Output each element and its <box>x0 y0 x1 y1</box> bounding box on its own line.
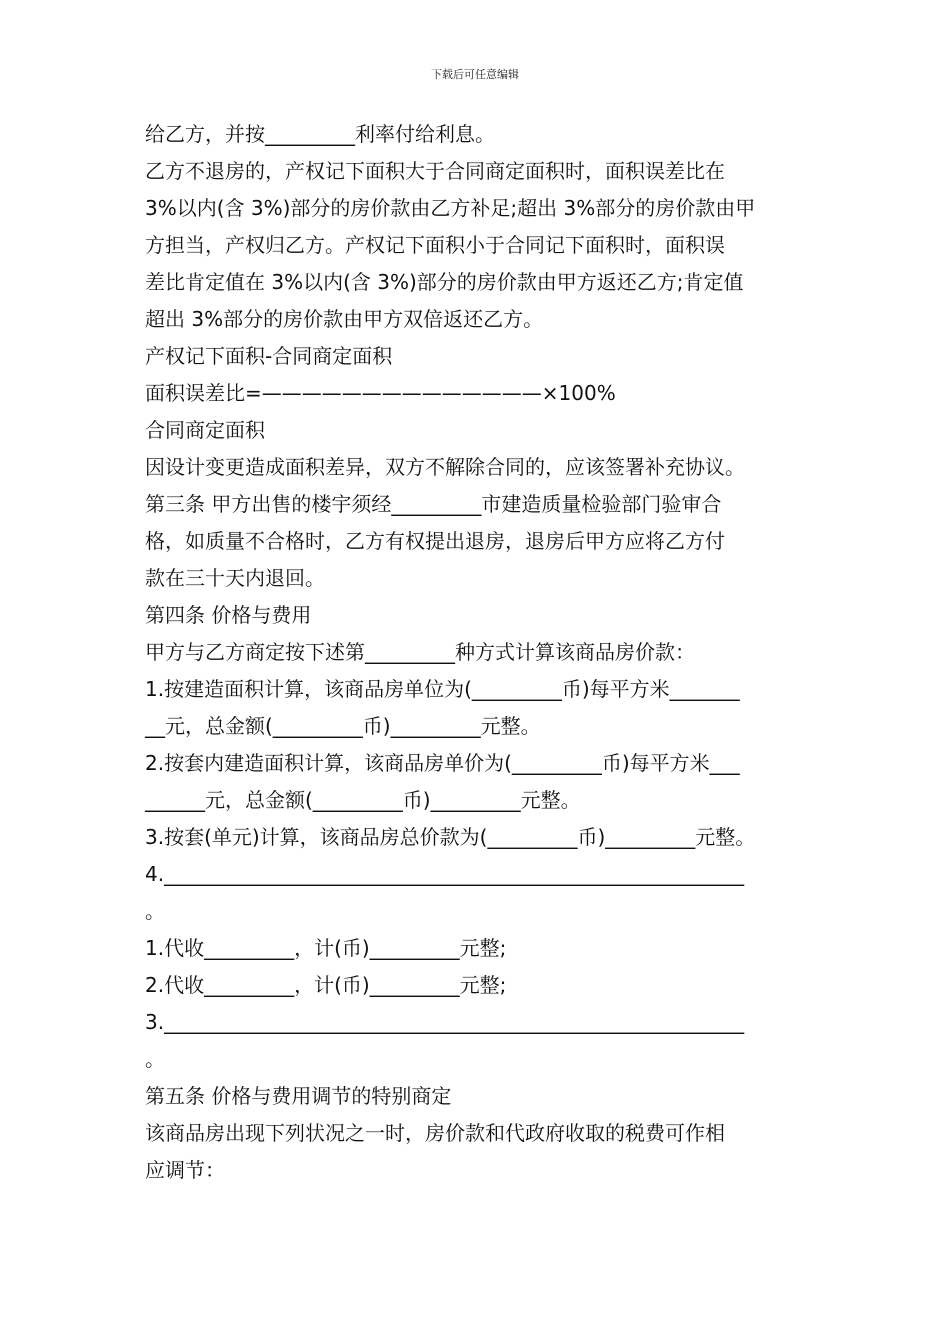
paragraph-line: 应调节： <box>145 1158 225 1182</box>
list-item: 4.__________________________________________________________ <box>145 862 745 886</box>
clause-four-heading: 第四条 价格与费用 <box>145 603 312 627</box>
list-item-continued: 。 <box>145 1047 165 1071</box>
paragraph-line: 乙方不退房的，产权记下面积大于合同商定面积时，面积误差比在 <box>145 159 725 183</box>
paragraph-line: 方担当，产权归乙方。产权记下面积小于合同记下面积时，面积误 <box>145 233 725 257</box>
list-item: 1.代收_________，计(币)_________元整; <box>145 936 507 960</box>
list-item: 3.按套(单元)计算，该商品房总价款为(_________币)_________元整。 <box>145 825 756 849</box>
page-header: 下载后可任意编辑 <box>431 68 519 81</box>
formula-numerator: 产权记下面积-合同商定面积 <box>145 344 393 368</box>
paragraph-line: 因设计变更造成面积差异，双方不解除合同的，应该签署补充协议。 <box>145 455 745 479</box>
document-body <box>145 116 815 1189</box>
paragraph-line: 该商品房出现下列状况之一时，房价款和代政府收取的税费可作相 <box>145 1121 725 1145</box>
clause-five-heading: 第五条 价格与费用调节的特别商定 <box>145 1084 452 1108</box>
formula-denominator: 合同商定面积 <box>145 418 265 442</box>
list-item-continued: 。 <box>145 899 165 923</box>
list-item: 3.__________________________________________________________ <box>145 1010 745 1034</box>
list-item: 2.代收_________，计(币)_________元整; <box>145 973 507 997</box>
paragraph-line: 超出 3%部分的房价款由甲方双倍返还乙方。 <box>145 307 544 331</box>
list-item-continued: ______元，总金额(_________币)_________元整。 <box>145 788 581 812</box>
paragraph-line: 差比肯定值在 3%以内(含 3%)部分的房价款由甲方返还乙方;肯定值 <box>145 270 744 294</box>
paragraph-line: 3%以内(含 3%)部分的房价款由乙方补足;超出 3%部分的房价款由甲 <box>145 196 756 220</box>
clause-three-line: 第三条 甲方出售的楼宇须经_________市建造质量检验部门验审合 <box>145 492 722 516</box>
formula-line: 面积误差比=——————————————×100% <box>145 381 616 405</box>
paragraph-line: 款在三十天内退回。 <box>145 566 325 590</box>
paragraph-line: 甲方与乙方商定按下述第_________种方式计算该商品房价款： <box>145 640 695 664</box>
paragraph-line: 给乙方，并按_________利率付给利息。 <box>145 122 495 146</box>
list-item: 1.按建造面积计算，该商品房单位为(_________币)每平方米_______ <box>145 677 740 701</box>
list-item: 2.按套内建造面积计算，该商品房单价为(_________币)每平方米___ <box>145 751 740 775</box>
list-item-continued: __元，总金额(_________币)_________元整。 <box>145 714 541 738</box>
paragraph-line: 格，如质量不合格时，乙方有权提出退房，退房后甲方应将乙方付 <box>145 529 725 553</box>
